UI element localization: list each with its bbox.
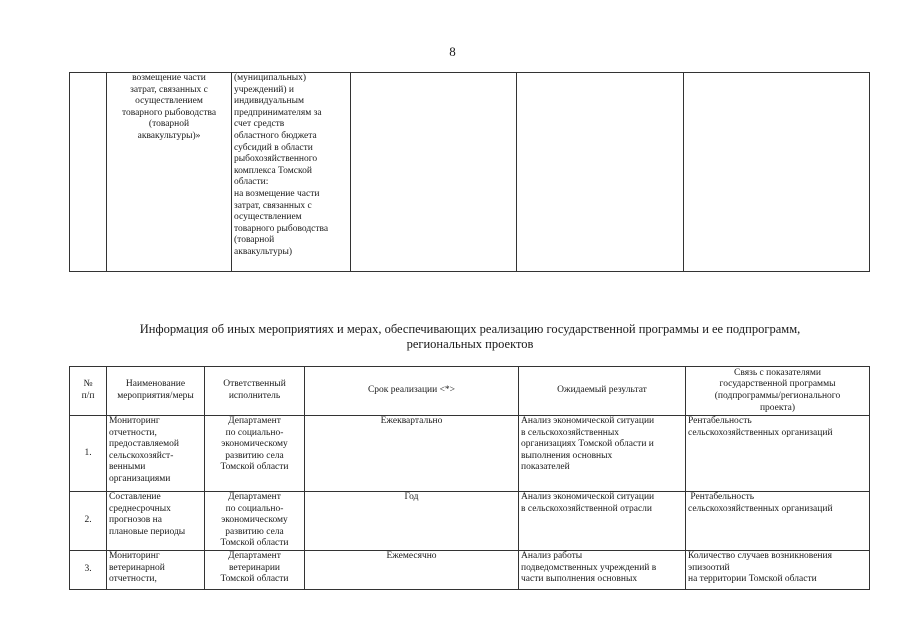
header-executor: Ответственный исполнитель: [205, 367, 305, 416]
section-heading: [60, 322, 880, 352]
text-line: областного бюджета: [234, 130, 317, 141]
text-line: аквакультуры)»: [137, 130, 201, 141]
text-line: товарного рыбоводства: [121, 107, 217, 118]
text-line: товарного рыбоводства: [234, 223, 329, 234]
text-line: области:: [234, 177, 269, 188]
text-line: (муниципальных): [234, 73, 307, 83]
continuation-cell-link: [684, 73, 870, 272]
continuation-cell-executor: [232, 73, 351, 272]
text-line: возмещение части: [132, 73, 206, 83]
table-row: [70, 416, 870, 492]
table-row: [70, 492, 870, 551]
text-line: на возмещение части: [234, 188, 320, 199]
text-line: (товарной: [234, 235, 275, 246]
text-line: учреждений) и: [234, 84, 294, 95]
continuation-row: [70, 73, 870, 272]
text-line: осуществлением: [234, 212, 302, 223]
text-line: счет средств: [234, 119, 285, 130]
heading-line: региональных проектов: [406, 337, 534, 351]
text-line: рыбохозяйственного: [234, 154, 318, 165]
text-line: осуществлением: [135, 96, 203, 107]
row-name: Составление среднесрочных прогнозов на плановые периоды: [107, 492, 205, 551]
table-header-row: [70, 367, 870, 416]
row-num: 1.: [70, 416, 107, 492]
text-line: индивидуальным: [234, 96, 304, 107]
text-line: аквакультуры): [234, 246, 293, 257]
row-term: Ежемесячно: [305, 550, 519, 589]
row-result: Анализ работы подведомственных учреждений в части выполнения основных: [519, 550, 686, 589]
row-term: Ежеквартально: [305, 416, 519, 492]
row-num: 2.: [70, 492, 107, 551]
text-line: затрат, связанных с: [130, 84, 208, 95]
header-link: Связь с показателями государственной программы (подпрограммы/регионального проекта): [686, 367, 870, 416]
text-line: затрат, связанных с: [234, 200, 312, 211]
header-term: Срок реализации <*>: [305, 367, 519, 416]
row-term: Год: [305, 492, 519, 551]
row-link: Количество случаев возникновения эпизоотий на территории Томской области: [686, 550, 870, 589]
text-line: (товарной: [148, 119, 190, 130]
row-result: Анализ экономической ситуации в сельскохозяйственной отрасли: [519, 492, 686, 551]
continuation-cell-term: [351, 73, 517, 272]
row-name: Мониторинг ветеринарной отчетности,: [107, 550, 205, 589]
header-name: Наименование мероприятия/меры: [107, 367, 205, 416]
row-executor: Департамент по социально- экономическому развитию села Томской области: [205, 416, 305, 492]
row-link: Рентабельность сельскохозяйственных организаций: [686, 492, 870, 551]
row-num: 3.: [70, 550, 107, 589]
measures-table: [69, 366, 870, 590]
page-number: 8: [449, 44, 456, 59]
text-line: предпринимателям за: [234, 107, 322, 118]
continuation-cell-num: [70, 73, 107, 272]
continuation-cell-name: [107, 73, 232, 272]
row-executor: Департамент ветеринарии Томской области: [205, 550, 305, 589]
row-link: Рентабельность сельскохозяйственных организаций: [686, 416, 870, 492]
table-row: [70, 550, 870, 589]
heading-line: Информация об иных мероприятиях и мерах, обеспечивающих реализацию государственной программы и ее подпрограмм,: [139, 322, 801, 336]
text-line: комплекса Томской: [234, 165, 312, 176]
row-result: Анализ экономической ситуации в сельскохозяйственных организациях Томской области и выполнения основных показателей: [519, 416, 686, 492]
continuation-cell-result: [517, 73, 684, 272]
row-executor: Департамент по социально- экономическому развитию села Томской области: [205, 492, 305, 551]
header-result: Ожидаемый результат: [519, 367, 686, 416]
header-num: № п/п: [70, 367, 107, 416]
text-line: субсидий в области: [234, 142, 313, 153]
row-name: Мониторинг отчетности, предоставляемой сельскохозяйст- венными организациями: [107, 416, 205, 492]
continuation-table: [69, 72, 870, 272]
